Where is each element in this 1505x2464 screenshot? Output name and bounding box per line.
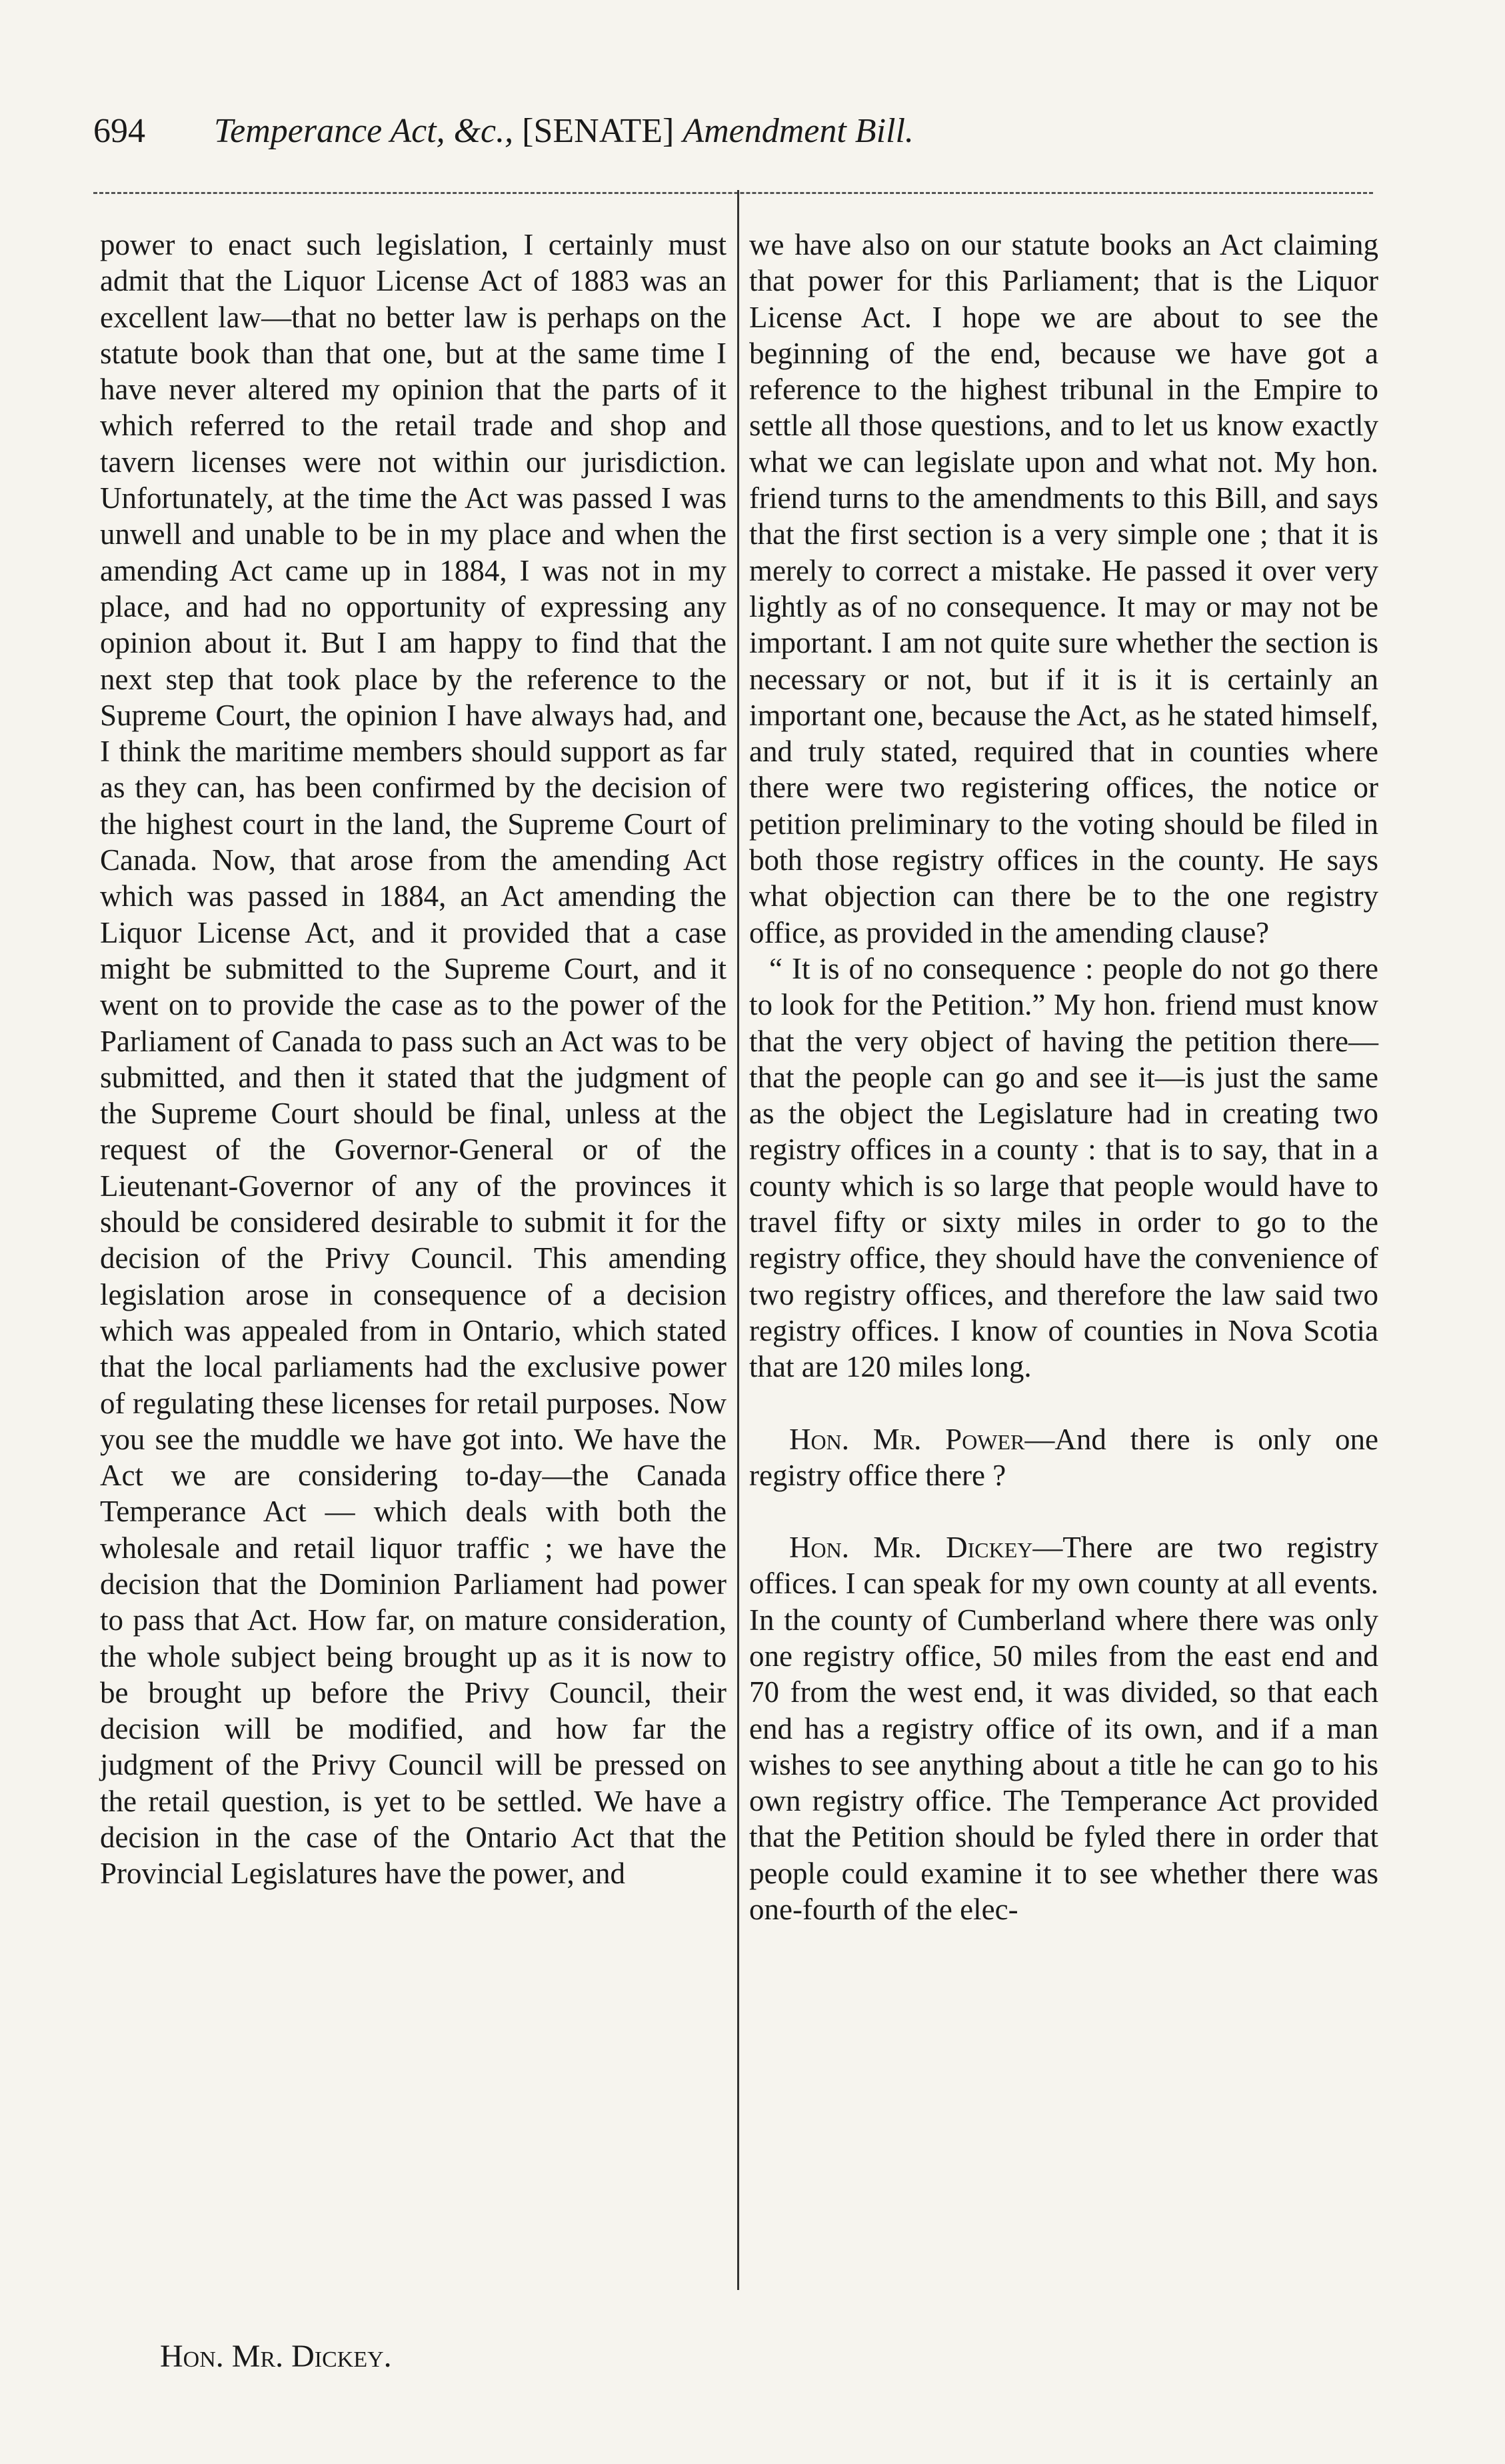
header-rule bbox=[93, 192, 1373, 194]
right-column-paragraph-2: “ It is of no consequence : people do not go there to look for the Petition.” My hon. friend must know that the very object of having the petition there—that the people can go and see it—is just the same as the object the Legislature had in creating two registry offices in a county : that is to say, that in a county which is so large that people would have to travel fifty or sixty miles in order to go to the registry office, they should have the convenience of two registry offices, and therefore the law said two registry offices. I know of counties in Nova Scotia that are 120 miles long. bbox=[749, 951, 1378, 1384]
page-footer-speaker: Hon. Mr. Dickey. bbox=[160, 2339, 392, 2374]
speech-power bbox=[749, 1421, 1378, 1494]
left-column bbox=[100, 227, 727, 1892]
speech-dickey bbox=[749, 1529, 1378, 1927]
page-number: 694 bbox=[93, 112, 145, 150]
column-divider bbox=[737, 190, 739, 2290]
speaker-name-power: Hon. Mr. Power bbox=[789, 1422, 1025, 1456]
header-right-title: Amendment Bill. bbox=[683, 112, 914, 150]
page-header bbox=[93, 110, 1373, 153]
speech-text-dickey: —There are two registry offices. I can speak for my own county at all events. In the county of Cumberland where there was only one registry office, 50 miles from the east end and 70 from the west end, it was divided, so that each end has a registry office of its own, and if a man wishes to see anything about a title he can go to his own registry office. The Temperance Act provided that the Petition should be fyled there in order that people could examine it to see whether there was one-fourth of the elec- bbox=[749, 1531, 1378, 1927]
left-column-paragraph: power to enact such legislation, I certainly must admit that the Liquor License Act of 1883 was an excellent law—that no better law is perhaps on the statute book than that one, but at the same time I have never altered my opinion that the parts of it which referred to the retail trade and shop and tavern licenses were not within our jurisdiction. Unfortunately, at the time the Act was passed I was unwell and unable to be in my place and when the amending Act came up in 1884, I was not in my place, and had no opportunity of expressing any opinion about it. But I am happy to find that the next step that took place by the reference to the Supreme Court, the opinion I have always had, and I think the maritime members should support as far as they can, has been confirmed by the decision of the highest court in the land, the Supreme Court of Canada. Now, that arose from the amending Act which was passed in 1884, an Act amending the Liquor License Act, and it provided that a case might be submitted to the Supreme Court, and it went on to provide the case as to the power of the Parliament of Canada to pass such an Act was to be submitted, and then it stated that the judgment of the Supreme Court should be final, unless at the request of the Governor-General or of the Lieutenant-Governor of any of the provinces it should be considered desirable to submit it for the decision of the Privy Council. This amending legislation arose in consequence of a decision which was appealed from in Ontario, which stated that the local parliaments had the exclusive power of regulating these licenses for retail purposes. Now you see the muddle we have got into. We have the Act we are considering to-day—the Canada Temperance Act — which deals with both the wholesale and retail liquor traffic ; we have the decision that the Dominion Parliament had power to pass that Act. How far, on mature consideration, the whole subject being brought up as it is now to be brought up before the Privy Council, their decision will be modified, and how far the judgment of the Privy Council will be pressed on the retail question, is yet to be settled. We have a decision in the case of the Ontario Act that the Provincial Legislatures have the power, and bbox=[100, 228, 727, 1891]
speech-text-power: —And there is only one registry office there ? bbox=[749, 1422, 1379, 1492]
speaker-name-dickey: Hon. Mr. Dickey bbox=[789, 1531, 1033, 1565]
header-center-title: [SENATE] bbox=[522, 112, 675, 150]
right-column-paragraph-1: we have also on our statute books an Act claiming that power for this Parliament; that is the Liquor License Act. I hope we are about to see the beginning of the end, because we have got a reference to the highest tribunal in the Empire to settle all those questions, and to let us know exactly what we can legislate upon and what not. My hon. friend turns to the amendments to this Bill, and says that the first section is a very simple one ; that it is merely to correct a mistake. He passed it over very lightly as of no consequence. It may or may not be important. I am not quite sure whether the section is necessary or not, but if it is it is certainly an important one, because the Act, as he stated himself, and truly stated, required that in counties where there were two registering offices, the notice or petition preliminary to the voting should be filed in both those registry offices in the county. He says what objection can there be to the one registry office, as provided in the amending clause? bbox=[749, 228, 1378, 949]
right-column bbox=[749, 227, 1378, 1927]
header-left-title: Temperance Act, &c., bbox=[214, 112, 514, 150]
